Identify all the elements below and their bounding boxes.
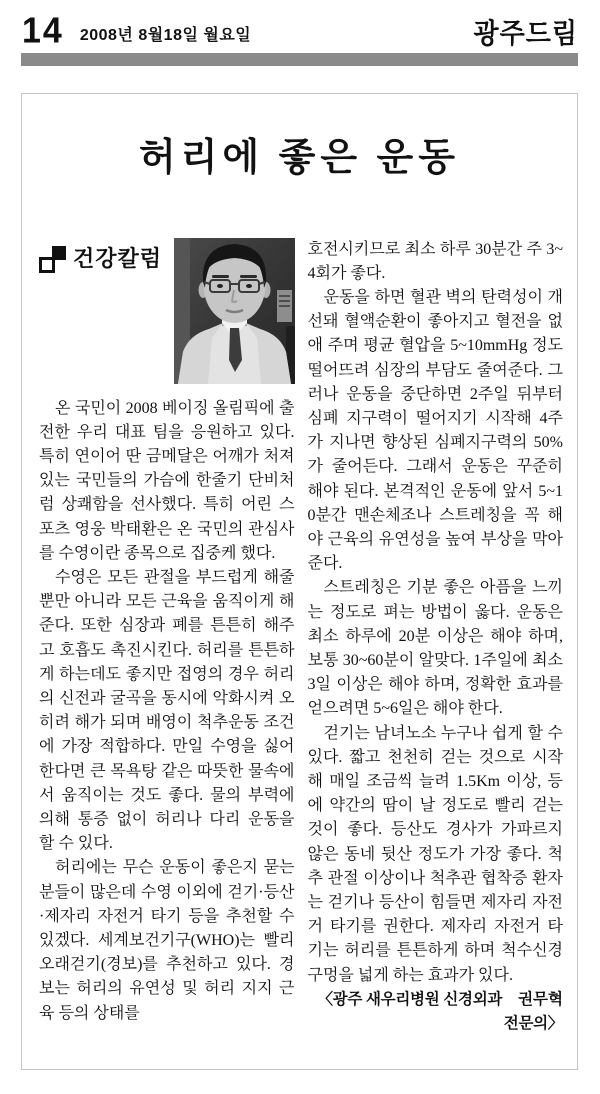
- column-label: [39, 246, 162, 273]
- filled-square-icon: [52, 246, 66, 260]
- overlapping-squares-icon: [39, 246, 66, 273]
- page-header: [22, 12, 578, 50]
- article-columns: [22, 238, 577, 1037]
- paragraph-3: 허리에는 무슨 운동이 좋은지 묻는 분들이 많은데 수영 이외에 걷기·등산·제자리 자전거 타기 등을 추천할 수 있겠다. 세계보건기구(WHO)는 빨리 오래걷기(경보)를 추천하고 있다. 경보는 허리의 유연성 및 허리 지지 근육 등의 상태를: [39, 859, 295, 1022]
- doctor-portrait-graphic: [174, 238, 295, 384]
- paragraph-6: 스트레칭은 기분 좋은 아픔을 느끼는 정도로 펴는 방법이 옳다. 운동은 최소 하루에 20분 이상은 해야 하며, 보통 30~60분이 알맞다. 1주일에 최소 3일 이상은 해야 하며, 정확한 효과를 얻으려면 5~6일은 해야 한다.: [307, 579, 563, 718]
- right-column: [308, 238, 564, 1037]
- author-name: 권무혁: [518, 990, 563, 1008]
- article-box: [21, 93, 578, 1070]
- page-date: 2008년 8월18일 월요일: [79, 26, 252, 44]
- left-column: [39, 238, 295, 1037]
- column-label-text: 건강칼럼: [73, 245, 163, 271]
- newspaper-logo: 광주드림: [473, 16, 578, 49]
- paragraph-2: 수영은 모든 관절을 부드럽게 해줄 뿐만 아니라 모든 근육을 움직이게 해준다. 또한 심장과 폐를 튼튼히 해주고 호흡도 촉진시킨다. 허리를 튼튼하게 하는데도 좋지만 접영의 경우 허리의 신전과 굴곡을 동시에 악화시켜 오히려 해가 되며 배영이 척추운동 조건에 가장 적합하다. 만일 수영을 싫어한다면 큰 목욕탕 같은 따뜻한 물속에서 움직이는 것도 좋다. 물의 부력에 의해 통증 없이 허리나 다리 운동을 할 수 있다.: [39, 569, 295, 853]
- doctor-photo: [174, 238, 295, 384]
- left-column-top: [39, 238, 295, 384]
- paragraph-7: [307, 722, 564, 1008]
- paragraph-1: 온 국민이 2008 베이징 올림픽에 출전한 우리 대표 팀을 응원하고 있다. 특히 연이어 딴 금메달은 어깨가 처져있는 국민들의 가슴에 한줄기 단비처럼 상쾌함을 선사했다. 특히 어린 스포츠 영웅 박태환은 온 국민의 관심사를 수영이란 종목으로 집중케 했다.: [39, 399, 295, 562]
- article-title: 허리에 좋은 운동: [139, 137, 460, 179]
- author-title: 〈광주 새우리병원 신경외과 전문의〉: [317, 990, 563, 1033]
- divider-bar: [21, 53, 578, 66]
- paragraph-5: 운동을 하면 혈관 벽의 탄력성이 개선돼 혈액순환이 좋아지고 혈전을 없애 주며 평균 혈압을 5~10mmHg 정도 떨어뜨려 심장의 부담도 줄여준다. 그러나 운동을 중단하면 2주일 뒤부터 심폐 지구력이 떨어지기 시작해 4주가 지나면 향상된 심폐지구력의 50%가 줄어든다. 그래서 운동은 꾸준히 해야 된다. 본격적인 운동에 앞서 5~10분간 맨손체조나 스트레칭을 꼭 해야 근육의 유연성을 높여 부상을 막아준다.: [307, 289, 563, 573]
- paragraph-7-text: 걷기는 남녀노소 누구나 쉽게 할 수 있다. 짧고 천천히 걷는 것으로 시작해 매일 조금씩 늘려 1.5Km 이상, 등에 약간의 땀이 날 정도로 빨리 걷는 것이 좋다. 등산도 경사가 가파르지 않은 동네 뒷산 정도가 가장 좋다. 척추 관절 이상이나 척추관 협착증 환자는 걷기나 등산이 힘들면 제자리 자전거 타기를 권한다. 제자리 자전거 타기는 허리를 튼튼하게 하며 척수신경구멍을 넓게 하는 효과가 있다.: [307, 724, 563, 984]
- page-number: 14: [22, 11, 64, 51]
- paragraph-4: 호전시키므로 최소 하루 30분간 주 3~4회가 좋다.: [307, 240, 563, 282]
